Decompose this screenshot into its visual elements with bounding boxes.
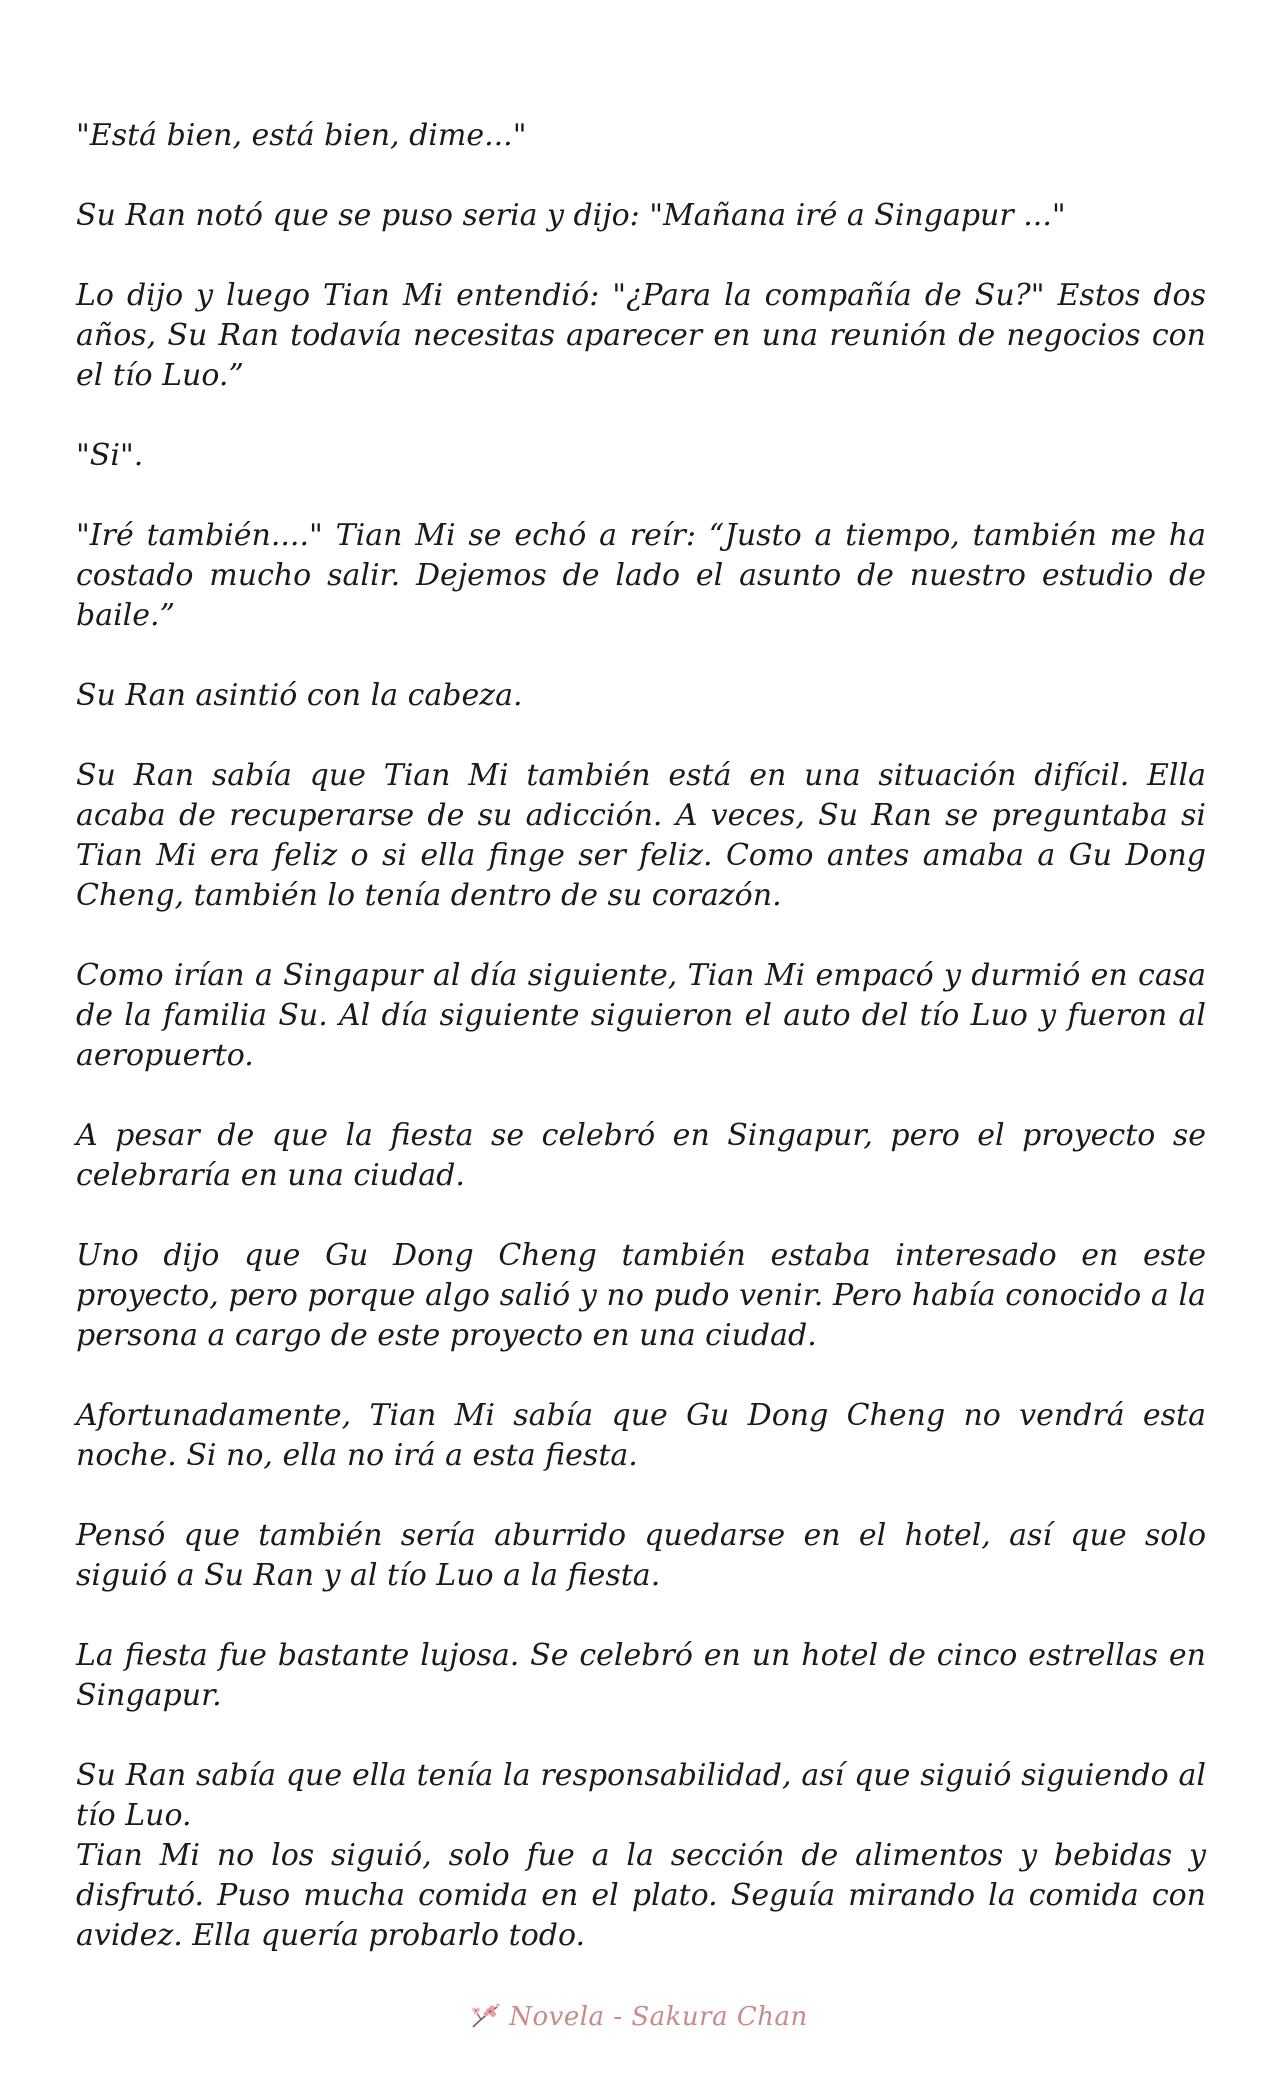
- paragraph: "Está bien, está bien, dime...": [76, 118, 527, 153]
- paragraph: Su Ran sabía que ella tenía la responsabilidad, así que siguió siguiendo al tío Luo.: [76, 1758, 1206, 1833]
- paragraph: Uno dijo que Gu Dong Cheng también estaba interesado en este proyecto, pero porque algo salió y no pudo venir. Pero había conocido a la persona a cargo de este proyecto en una ciudad.: [76, 1238, 1206, 1353]
- paragraph: Afortunadamente, Tian Mi sabía que Gu Dong Cheng no vendrá esta noche. Si no, ella no irá a esta fiesta.: [76, 1398, 1206, 1473]
- paragraph: Pensó que también sería aburrido quedarse en el hotel, así que solo siguió a Su Ran y al tío Luo a la fiesta.: [76, 1518, 1206, 1593]
- paragraph: Lo dijo y luego Tian Mi entendió: "¿Para la compañía de Su?" Estos dos años, Su Ran todavía necesitas aparecer en una reunión de negocios con el tío Luo.”: [76, 278, 1206, 393]
- paragraph: Su Ran asintió con la cabeza.: [76, 678, 523, 713]
- paragraph: La fiesta fue bastante lujosa. Se celebró en un hotel de cinco estrellas en Singapur.: [76, 1638, 1206, 1713]
- paragraph: Su Ran sabía que Tian Mi también está en una situación difícil. Ella acaba de recuperarse de su adicción. A veces, Su Ran se preguntaba si Tian Mi era feliz o si ella finge ser feliz. Como antes amaba a Gu Dong Cheng, también lo tenía dentro de su corazón.: [76, 758, 1206, 913]
- watermark-text: Novela - Sakura Chan: [509, 2002, 808, 2032]
- paragraph: Como irían a Singapur al día siguiente, Tian Mi empacó y durmió en casa de la familia Su. Al día siguiente siguieron el auto del tío Luo y fueron al aeropuerto.: [76, 958, 1206, 1073]
- paragraph: Tian Mi no los siguió, solo fue a la sección de alimentos y bebidas y disfrutó. Puso mucha comida en el plato. Seguía mirando la comida con avidez. Ella quería probarlo todo.: [76, 1838, 1206, 1953]
- paragraph: Su Ran notó que se puso seria y dijo: "Mañana iré a Singapur ...": [76, 198, 1066, 233]
- sakura-blossom-icon: [467, 1999, 503, 2035]
- document-body: [76, 116, 1206, 1996]
- paragraph: "Si".: [76, 438, 144, 473]
- paragraph: A pesar de que la fiesta se celebró en Singapur, pero el proyecto se celebraría en una ciudad.: [76, 1118, 1206, 1193]
- watermark-footer: [0, 1995, 1275, 2039]
- paragraph: "Iré también...." Tian Mi se echó a reír: “Justo a tiempo, también me ha costado mucho salir. Dejemos de lado el asunto de nuestro estudio de baile.”: [76, 518, 1206, 633]
